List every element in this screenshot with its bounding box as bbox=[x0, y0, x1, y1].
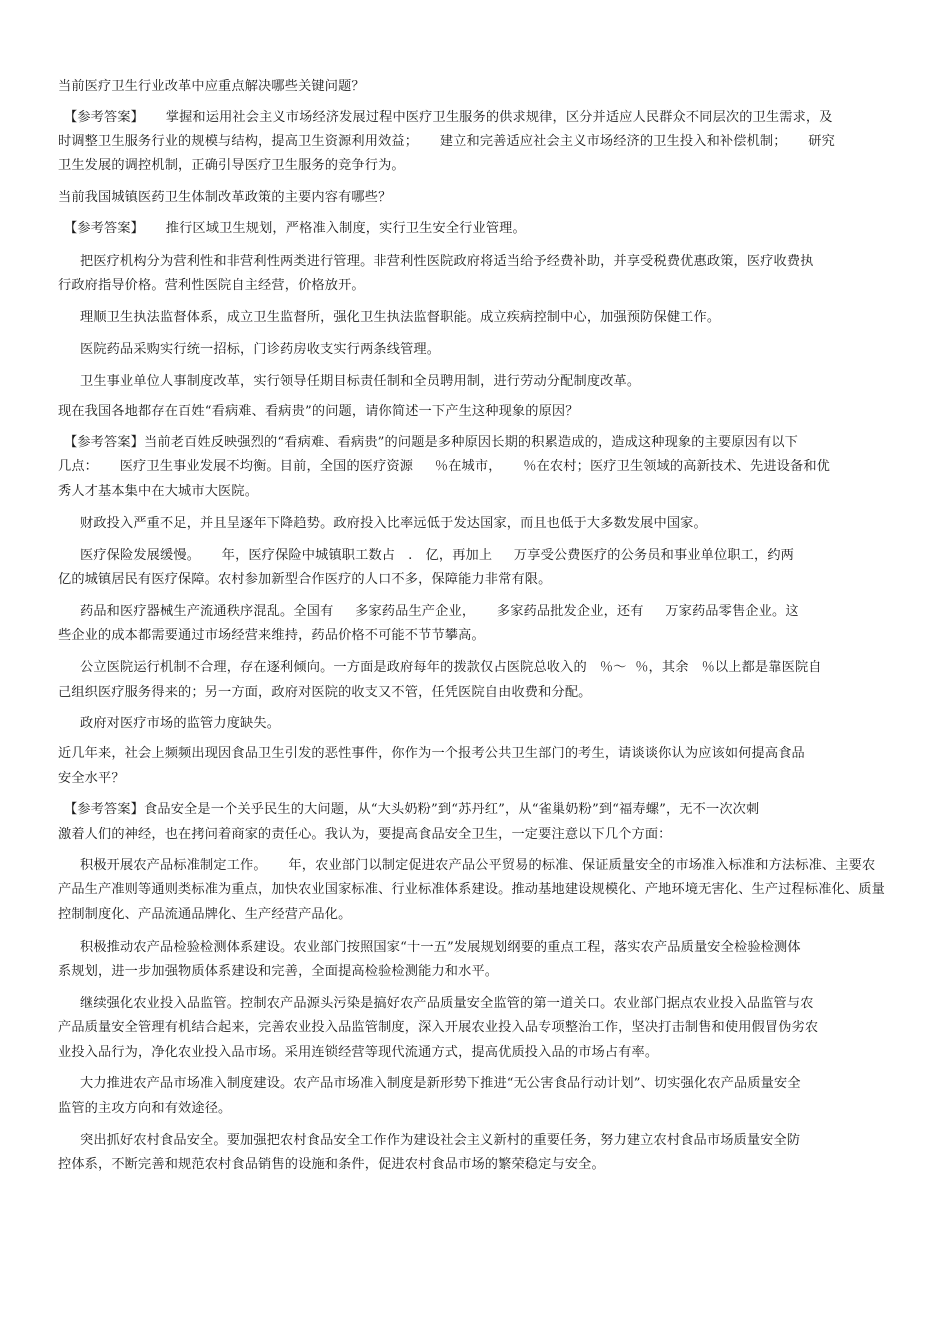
answer-4-line-3: 积极开展农产品标准制定工作。 年，农业部门以制定促进农产品公平贸易的标准、保证质量安全的市场准入标准和方法标准、主要农 bbox=[80, 858, 876, 873]
answer-4-line-1: 【参考答案】食品安全是一个关乎民生的大问题，从“大头奶粉”到“苏丹红”，从“雀巢奶粉”到“福寿螺”，无不一次次刺 bbox=[64, 802, 760, 817]
answer-3-line-6: 亿的城镇居民有医疗保障。农村参加新型合作医疗的人口不多，保障能力非常有限。 bbox=[58, 572, 552, 587]
answer-4-line-13: 突出抓好农村食品安全。要加强把农村食品安全工作作为建设社会主义新村的重要任务，努力建立农村食品市场质量安全防 bbox=[80, 1133, 801, 1148]
answer-4-line-6: 积极推动农产品检验检测体系建设。农业部门按照国家“十一五”发展规划纲要的重点工程，落实农产品质量安全检验检测体 bbox=[80, 940, 801, 955]
answer-4-line-8: 继续强化农业投入品监管。控制农产品源头污染是搞好农产品质量安全监管的第一道关口。农业部门据点农业投入品监管与农 bbox=[80, 996, 814, 1011]
question-4-line-2: 安全水平？ bbox=[58, 771, 125, 786]
answer-1-line-3: 卫生发展的调控机制，正确引导医疗卫生服务的竞争行为。 bbox=[58, 158, 405, 173]
answer-4-line-4: 产品生产准则等通则类标准为重点，加快农业国家标准、行业标准体系建设。推动基地建设规模化、产地环境无害化、生产过程标准化、质量 bbox=[58, 882, 885, 897]
answer-4-line-9: 产品质量安全管理有机结合起来，完善农业投入品监管制度，深入开展农业投入品专项整治工作，坚决打击制售和使用假冒伪劣农 bbox=[58, 1020, 819, 1035]
answer-3-line-2: 几点： 医疗卫生事业发展不均衡。目前，全国的医疗资源 ％在城市， ％在农村；医疗卫生领域的高新技术、先进设备和优 bbox=[58, 459, 831, 474]
answer-2-line-4: 理顺卫生执法监督体系，成立卫生监督所，强化卫生执法监督职能。成立疾病控制中心，加强预防保健工作。 bbox=[80, 310, 721, 325]
answer-3-line-7: 药品和医疗器械生产流通秩序混乱。全国有 多家药品生产企业， 多家药品批发企业，还有 万家药品零售企业。这 bbox=[80, 604, 799, 619]
answer-3-line-10: 己组织医疗服务得来的；另一方面，政府对医院的收支又不管，任凭医院自由收费和分配。 bbox=[58, 685, 592, 700]
answer-3-line-11: 政府对医疗市场的监管力度缺失。 bbox=[80, 716, 281, 731]
answer-4-line-7: 系规划，进一步加强物质体系建设和完善，全面提高检验检测能力和水平。 bbox=[58, 964, 499, 979]
answer-3-line-9: 公立医院运行机制不合理，存在逐利倾向。一方面是政府每年的拨款仅占医院总收入的 ％～ ％，其余 ％以上都是靠医院自 bbox=[80, 660, 822, 675]
answer-2-line-5: 医院药品采购实行统一招标，门诊药房收支实行两条线管理。 bbox=[80, 342, 441, 357]
answer-2-line-2: 把医疗机构分为营利性和非营利性两类进行管理。非营利性医院政府将适当给予经费补助，并享受税费优惠政策，医疗收费执 bbox=[80, 254, 814, 269]
answer-4-line-2: 激着人们的神经，也在拷问着商家的责任心。我认为，要提高食品安全卫生，一定要注意以下几个方面： bbox=[58, 827, 672, 842]
answer-2-line-6: 卫生事业单位人事制度改革，实行领导任期目标责任制和全员聘用制，进行劳动分配制度改革。 bbox=[80, 374, 641, 389]
answer-4-line-12: 监管的主攻方向和有效途径。 bbox=[58, 1101, 232, 1116]
answer-1-line-2: 时调整卫生服务行业的规模与结构，提高卫生资源利用效益； 建立和完善适应社会主义市场经济的卫生投入和补偿机制； 研究 bbox=[58, 134, 835, 149]
answer-2-line-1: 【参考答案】 推行区域卫生规划，严格准入制度，实行卫生安全行业管理。 bbox=[64, 221, 526, 236]
answer-1-line-1: 【参考答案】 掌握和运用社会主义市场经济发展过程中医疗卫生服务的供求规律，区分并适应人民群众不同层次的卫生需求，及 bbox=[64, 110, 833, 125]
answer-4-line-14: 控体系，不断完善和规范农村食品销售的设施和条件，促进农村食品市场的繁荣稳定与安全。 bbox=[58, 1157, 605, 1172]
answer-2-line-3: 行政府指导价格。营利性医院自主经营，价格放开。 bbox=[58, 278, 365, 293]
answer-3-line-1: 【参考答案】当前老百姓反映强烈的“看病难、看病贵”的问题是多种原因长期的积累造成的，造成这种现象的主要原因有以下 bbox=[64, 435, 799, 450]
answer-4-line-10: 业投入品行为，净化农业投入品市场。采用连锁经营等现代流通方式，提高优质投入品的市场占有率。 bbox=[58, 1045, 659, 1060]
question-2: 当前我国城镇医药卫生体制改革政策的主要内容有哪些？ bbox=[58, 190, 392, 205]
question-1: 当前医疗卫生行业改革中应重点解决哪些关键问题？ bbox=[58, 79, 365, 94]
answer-4-line-5: 控制制度化、产品流通品牌化、生产经营产品化。 bbox=[58, 907, 352, 922]
answer-3-line-8: 些企业的成本都需要通过市场经营来维持，药品价格不可能不节节攀高。 bbox=[58, 628, 485, 643]
answer-3-line-3: 秀人才基本集中在大城市大医院。 bbox=[58, 484, 259, 499]
question-3: 现在我国各地都存在百姓“看病难、看病贵”的问题，请你简述一下产生这种现象的原因？ bbox=[58, 404, 579, 419]
answer-3-line-5: 医疗保险发展缓慢。 年，医疗保险中城镇职工数占 . 亿，再加上 万享受公费医疗的公务员和事业单位职工，约两 bbox=[80, 548, 795, 563]
question-4-line-1: 近几年来，社会上频频出现因食品卫生引发的恶性事件，你作为一个报考公共卫生部门的考生，请谈谈你认为应该如何提高食品 bbox=[58, 746, 805, 761]
answer-4-line-11: 大力推进农产品市场准入制度建设。农产品市场准入制度是新形势下推进“无公害食品行动计划”、切实强化农产品质量安全 bbox=[80, 1076, 801, 1091]
answer-3-line-4: 财政投入严重不足，并且呈逐年下降趋势。政府投入比率远低于发达国家，而且也低于大多数发展中国家。 bbox=[80, 516, 707, 531]
